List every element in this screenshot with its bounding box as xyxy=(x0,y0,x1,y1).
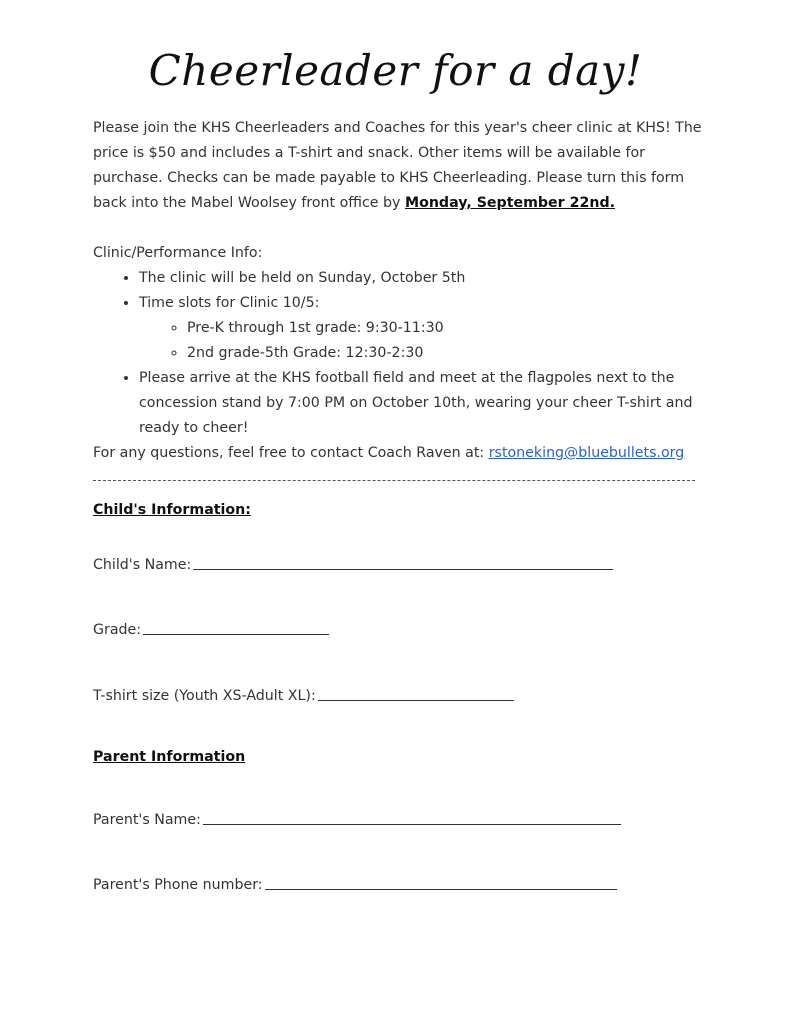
page-title: Cheerleader for a day! xyxy=(148,46,643,95)
parent-name-field[interactable] xyxy=(93,810,621,828)
contact-line xyxy=(93,441,703,466)
bullet-arrival-text: Please arrive at the KHS football field and meet at the flagpoles next to the concession stand by 7:00 PM on October 10th, wearing your cheer T-shirt and ready to cheer! xyxy=(139,370,693,436)
bullet-arrival xyxy=(139,366,703,441)
bullet-clinic-date-text: The clinic will be held on Sunday, October 5th xyxy=(139,270,466,286)
child-name-label: Child's Name: xyxy=(93,557,192,573)
child-info-heading: Child's Information: xyxy=(93,502,251,518)
contact-email-link[interactable]: rstoneking@bluebullets.org xyxy=(488,445,685,461)
time-slot-2-text: 2nd grade-5th Grade: 12:30-2:30 xyxy=(187,345,424,361)
child-name-field[interactable] xyxy=(93,555,613,573)
parent-phone-blank[interactable] xyxy=(265,875,617,890)
parent-info-heading: Parent Information xyxy=(93,749,246,765)
time-slot-list xyxy=(139,316,703,366)
tshirt-size-blank[interactable] xyxy=(318,686,514,701)
parent-name-label: Parent's Name: xyxy=(93,812,201,828)
intro-paragraph xyxy=(93,116,703,216)
bullet-clinic-date xyxy=(139,266,703,291)
child-name-blank[interactable] xyxy=(193,555,613,570)
tshirt-size-label: T-shirt size (Youth XS-Adult XL): xyxy=(93,688,316,704)
body-text xyxy=(93,116,703,466)
parent-name-blank[interactable] xyxy=(203,810,621,825)
intro-text: Please join the KHS Cheerleaders and Coaches for this year's cheer clinic at KHS! The price is $50 and includes a T-shirt and snack. Other items will be available for purchase. Checks can be made payable to KHS Cheerleading. Please turn this form back into the Mabel Woolsey front office by xyxy=(93,120,702,211)
cut-line-divider xyxy=(93,480,695,481)
tshirt-size-field[interactable] xyxy=(93,686,514,704)
parent-phone-field[interactable] xyxy=(93,875,617,893)
contact-text: For any questions, feel free to contact Coach Raven at: xyxy=(93,445,489,461)
time-slot-1-text: Pre-K through 1st grade: 9:30-11:30 xyxy=(187,320,444,336)
clinic-heading: Clinic/Performance Info: xyxy=(93,245,263,261)
clinic-bullet-list xyxy=(93,266,703,441)
time-slot-item xyxy=(187,316,703,341)
deadline-date: Monday, September 22nd. xyxy=(404,195,615,211)
spacer xyxy=(93,216,703,241)
parent-phone-label: Parent's Phone number: xyxy=(93,877,263,893)
grade-blank[interactable] xyxy=(143,620,329,635)
time-slot-item xyxy=(187,341,703,366)
grade-label: Grade: xyxy=(93,622,142,638)
bullet-time-slots-text: Time slots for Clinic 10/5: xyxy=(139,295,320,311)
grade-field[interactable] xyxy=(93,620,329,638)
bullet-time-slots xyxy=(139,291,703,366)
